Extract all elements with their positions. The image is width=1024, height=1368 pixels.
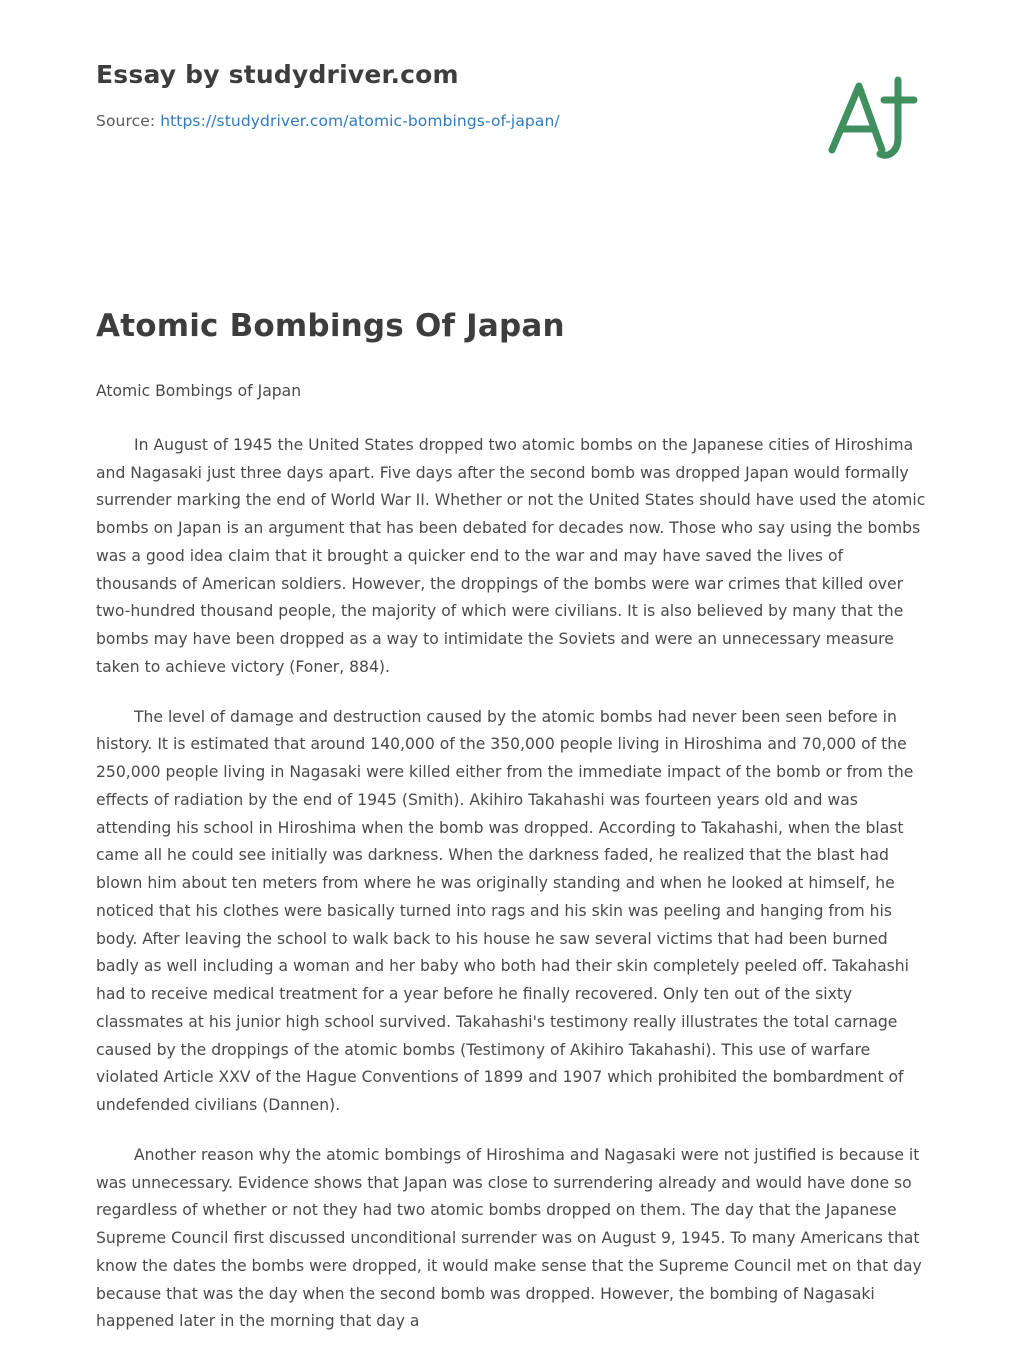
source-line: [96, 112, 928, 130]
article-body: [96, 378, 928, 1336]
document-header: [96, 60, 928, 180]
source-url[interactable]: https://studydriver.com/atomic-bombings-of-japan/: [160, 112, 560, 130]
article-paragraph: In August of 1945 the United States dropped two atomic bombs on the Japanese cities of Hiroshima and Nagasaki just three days apart. Five days after the second bomb was dropped Japan would formally surrender marking the end of World War II. Whether or not the United States should have used the atomic bombs on Japan is an argument that has been debated for decades now. Those who say using the bombs was a good idea claim that it brought a quicker end to the war and may have saved the lives of thousands of American soldiers. However, the droppings of the bombs were war crimes that killed over two-hundred thousand people, the majority of which were civilians. It is also believed by many that the bombs may have been dropped as a way to intimidate the Soviets and were an unnecessary measure taken to achieve victory (Foner, 884).: [96, 435, 926, 676]
page-bottom-spacer: [96, 1358, 928, 1368]
article-subheading: Atomic Bombings of Japan: [96, 382, 302, 400]
site-brand: Essay by studydriver.com: [96, 60, 459, 89]
source-label: Source:: [96, 112, 156, 130]
studydriver-logo-icon: [814, 66, 934, 176]
page-title: Atomic Bombings Of Japan: [96, 308, 565, 344]
article-paragraph: Another reason why the atomic bombings of Hiroshima and Nagasaki were not justified is because it was unnecessary. Evidence shows that Japan was close to surrendering already and would have done so regardless of whether or not they had two atomic bombs dropped on them. The day that the Japanese Supreme Council first discussed unconditional surrender was on August 9, 1945. To many Americans that know the dates the bombs were dropped, it would make sense that the Supreme Council met on that day because that was the day when the second bomb was dropped. However, the bombing of Nagasaki happened later in the morning that day a: [96, 1145, 922, 1331]
article-paragraph: The level of damage and destruction caused by the atomic bombs had never been seen before in history. It is estimated that around 140,000 of the 350,000 people living in Hiroshima and 70,000 of the 250,000 people living in Nagasaki were killed either from the immediate impact of the bomb or from the effects of radiation by the end of 1945 (Smith). Akihiro Takahashi was fourteen years old and was attending his school in Hiroshima when the bomb was dropped. According to Takahashi, when the blast came all he could see initially was darkness. When the darkness faded, he realized that the blast had blown him about ten meters from where he was originally standing and when he looked at himself, he noticed that his clothes were basically turned into rags and his skin was peeling and hanging from his body. After leaving the school to walk back to his house he saw several victims that had been burned badly as well including a woman and her baby who both had their skin completely peeled off. Takahashi had to receive medical treatment for a year before he finally recovered. Only ten out of the sixty classmates at his junior high school survived. Takahashi's testimony really illustrates the total carnage caused by the droppings of the atomic bombs (Testimony of Akihiro Takahashi). This use of warfare violated Article XXV of the Hague Conventions of 1899 and 1907 which prohibited the bombardment of undefended civilians (Dannen).: [96, 707, 914, 1114]
